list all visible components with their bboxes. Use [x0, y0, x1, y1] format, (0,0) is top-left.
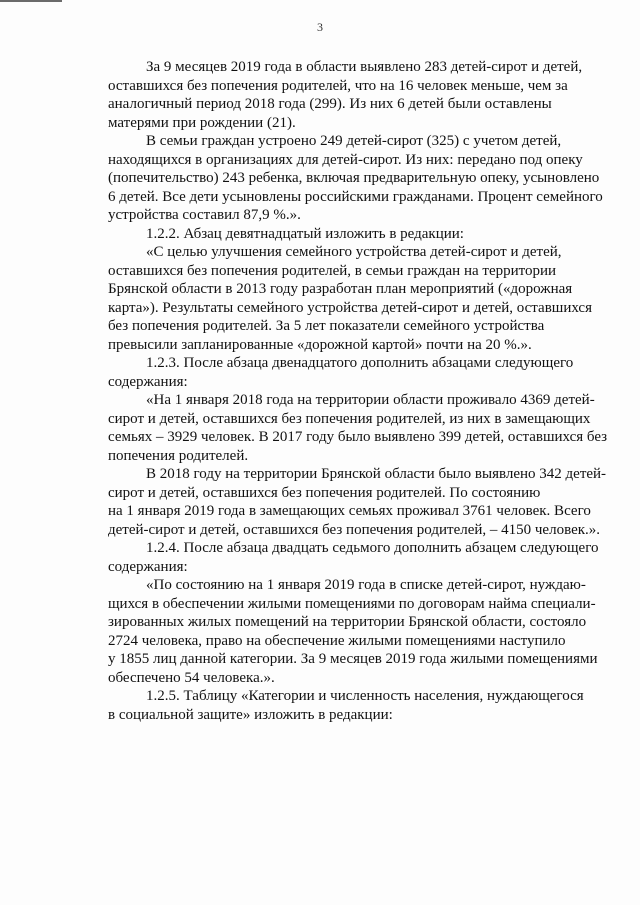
- page-number: 3: [317, 20, 323, 34]
- document-body: [108, 58, 608, 724]
- paragraph-2019-statistics: В 2018 году на территории Брянской области было выявлено 342 детей- сирот и детей, оставшихся без попечения родителей. По состоянию на 1 января 2019 года в замещающих семьях проживал 3761 человек. Всего детей-сирот и детей, оставшихся без попечения родителей, – 4150 человек.».: [108, 466, 607, 538]
- paragraph-roadmap-quote: «С целью улучшения семейного устройства детей-сирот и детей, оставшихся без попечения родителей, в семьи граждан на территории Брянской области в 2013 году разработан план мероприятий («дорожная карта»). Результаты семейного устройства детей-сирот и детей, оставшихся без попечения родителей. За 5 лет показатели семейного устройства превысили запланированные «дорожной картой» почти на 20 %.».: [108, 244, 592, 353]
- paragraph-amendment-1-2-5: 1.2.5. Таблицу «Категории и численность населения, нуждающегося в социальной защите» изложить в редакции:: [108, 688, 584, 723]
- paragraph-amendment-1-2-2: 1.2.2. Абзац девятнадцатый изложить в редакции:: [146, 225, 464, 242]
- paragraph-housing-quote: «По состоянию на 1 января 2019 года в списке детей-сирот, нуждаю- щихся в обеспечении жилыми помещениями по договорам найма специали- зированных жилых помещений на территории Брянской области, состояло 2724 человека, право на обеспечение жилыми помещениями наступило у 1855 лиц данной категории. За 9 месяцев 2019 года жилыми помещениями обеспечено 54 человека.».: [108, 577, 598, 686]
- paragraph-family-placement: В семьи граждан устроено 249 детей-сирот (325) с учетом детей, находящихся в организациях для детей-сирот. Из них: передано под опеку (попечительство) 243 ребенка, включая предварительную опеку, усыновлено 6 детей. Все дети усыновлены российскими гражданами. Процент семейного устройства составил 87,9 %.».: [108, 133, 603, 223]
- paragraph-amendment-1-2-3: 1.2.3. После абзаца двенадцатого дополнить абзацами следующего содержания:: [108, 355, 574, 390]
- paragraph-identified-children: За 9 месяцев 2019 года в области выявлено 283 детей-сирот и детей, оставшихся без попечения родителей, что на 16 человек меньше, чем за аналогичный период 2018 года (299). Из них 6 детей были оставлены матерями при рождении (21).: [108, 59, 583, 131]
- paragraph-amendment-1-2-4: 1.2.4. После абзаца двадцать седьмого дополнить абзацем следующего содержания:: [108, 540, 599, 575]
- scan-edge-line: [0, 0, 62, 2]
- paragraph-2018-statistics: «На 1 января 2018 года на территории области проживало 4369 детей- сирот и детей, оставшихся без попечения родителей, из них в замещающих семьях – 3929 человек. В 2017 году было выявлено 399 детей, оставшихся без попечения родителей.: [108, 392, 608, 464]
